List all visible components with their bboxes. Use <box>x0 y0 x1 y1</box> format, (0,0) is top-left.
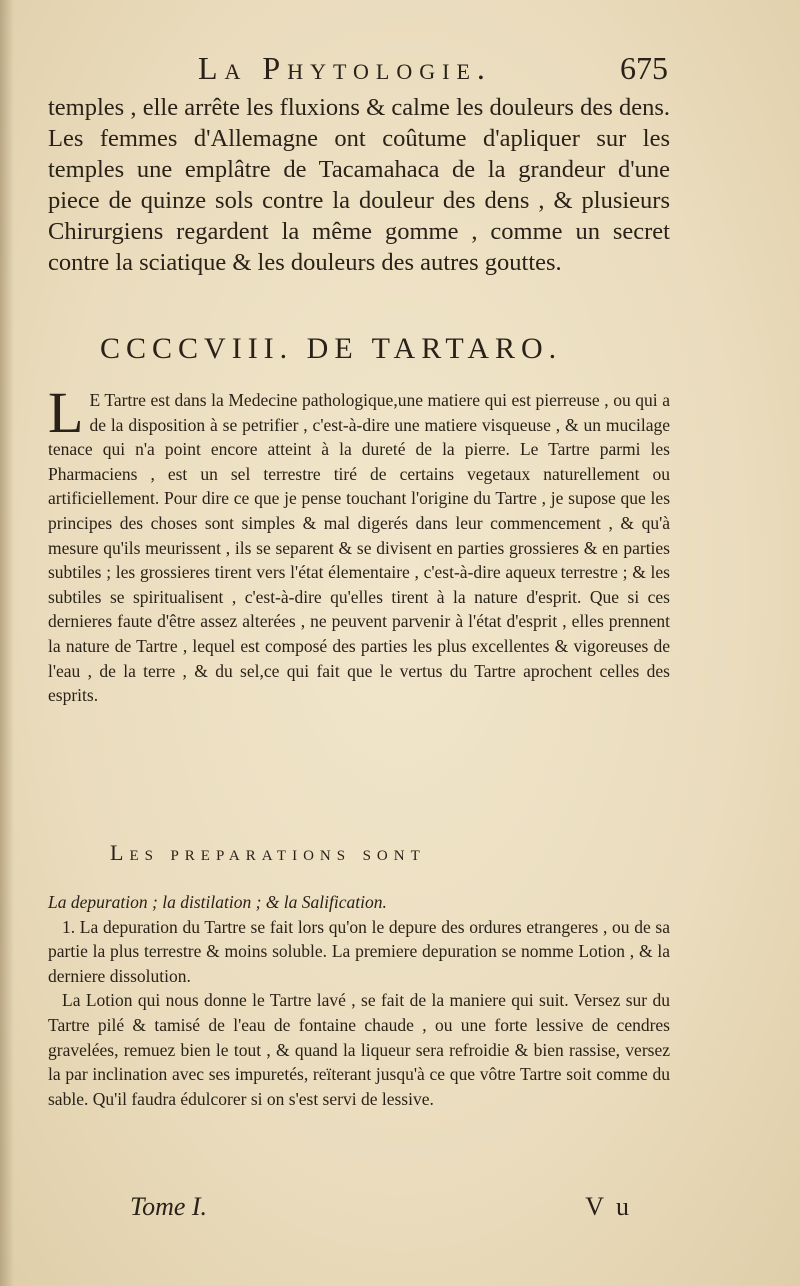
section-body <box>48 380 670 708</box>
page-header <box>48 50 668 94</box>
depuration-paragraph: 1. La depuration du Tartre se fait lors qu'on le depure des ordures etrangeres , ou de sa partie la plus terrestre & moins soluble. La premiere depuration se nomme Lotion , & la derniere dissolution. <box>48 916 670 986</box>
intro-paragraph <box>48 92 670 278</box>
preparations-block <box>48 890 670 1111</box>
lotion-paragraph: La Lotion qui nous donne le Tartre lavé , se fait de la maniere qui suit. Versez sur du Tartre pilé & tamisé de l'eau de fontaine chaude , ou une forte lessive de cendres gravelées, remuez bien le tout , & quand la liqueur sera refroidie & bien rassise, versez la par inclination avec ses impuretés, reïterant jusqu'à ce que vôtre Tartre soit comme du sable. Qu'il faudra édulcorer si on s'est servi de lessive. <box>48 990 670 1109</box>
section-paragraph <box>48 380 670 708</box>
intro-text: temples , elle arrête les fluxions & calme les douleurs des dens. Les femmes d'Allemagne ont coûtume d'apliquer sur les temples une emplâtre de Tacamahaca de la grandeur d'une piece de quinze sols contre la douleur des dens , & plusieurs Chirurgiens regardent la même gomme , comme un secret contre la sciatique & les douleurs des autres gouttes. <box>48 94 670 276</box>
binding-shadow <box>0 0 14 1286</box>
page-number: 675 <box>620 50 668 86</box>
page-footer <box>48 1192 668 1228</box>
running-title: La Phytologie. <box>198 50 492 86</box>
section-heading: CCCCVIII. DE TARTARO. <box>100 332 563 365</box>
signature-mark: V u <box>585 1192 632 1221</box>
preparations-list: La depuration ; la distilation ; & la Salification. <box>48 892 387 912</box>
section-text: E Tartre est dans la Medecine pathologique,une matiere qui est pierreuse , ou qui a de la disposition à se petrifier , c'est-à-dire une matiere visqueuse , & un mucilage tenace qui n'a point encore atteint à la dureté de la pierre. Le Tartre parmi les Pharmaciens , est un sel terrestre tiré de certains vegetaux naturellement ou artificiellement. Pour dire ce que je pense touchant l'origine du Tartre , je supose que les principes des choses sont simples & mal digerés dans leur commencement , & qu'à mesure qu'ils meurissent , ils se separent & se divisent en parties grossieres & en parties subtiles ; les grossieres tirent vers l'état élementaire , c'est-à-dire aqueux terrestre ; & les subtiles se spiritualisent , c'est-à-dire qu'elles tirent à la nature d'esprit. Que si ces dernieres faute d'être assez alterées , ne peuvent parvenir à l'état d'esprit , elles prennent la nature de Tartre , lequel est composé des parties les plus excellentes & vigoreuses de l'eau , de la terre , & du sel,ce qui fait que le vertus du Tartre aprochent celles des esprits. <box>48 390 670 706</box>
volume-label: Tome I. <box>130 1192 208 1221</box>
preparations-heading: Les preparations sont <box>110 840 426 865</box>
drop-cap: L <box>48 380 84 445</box>
